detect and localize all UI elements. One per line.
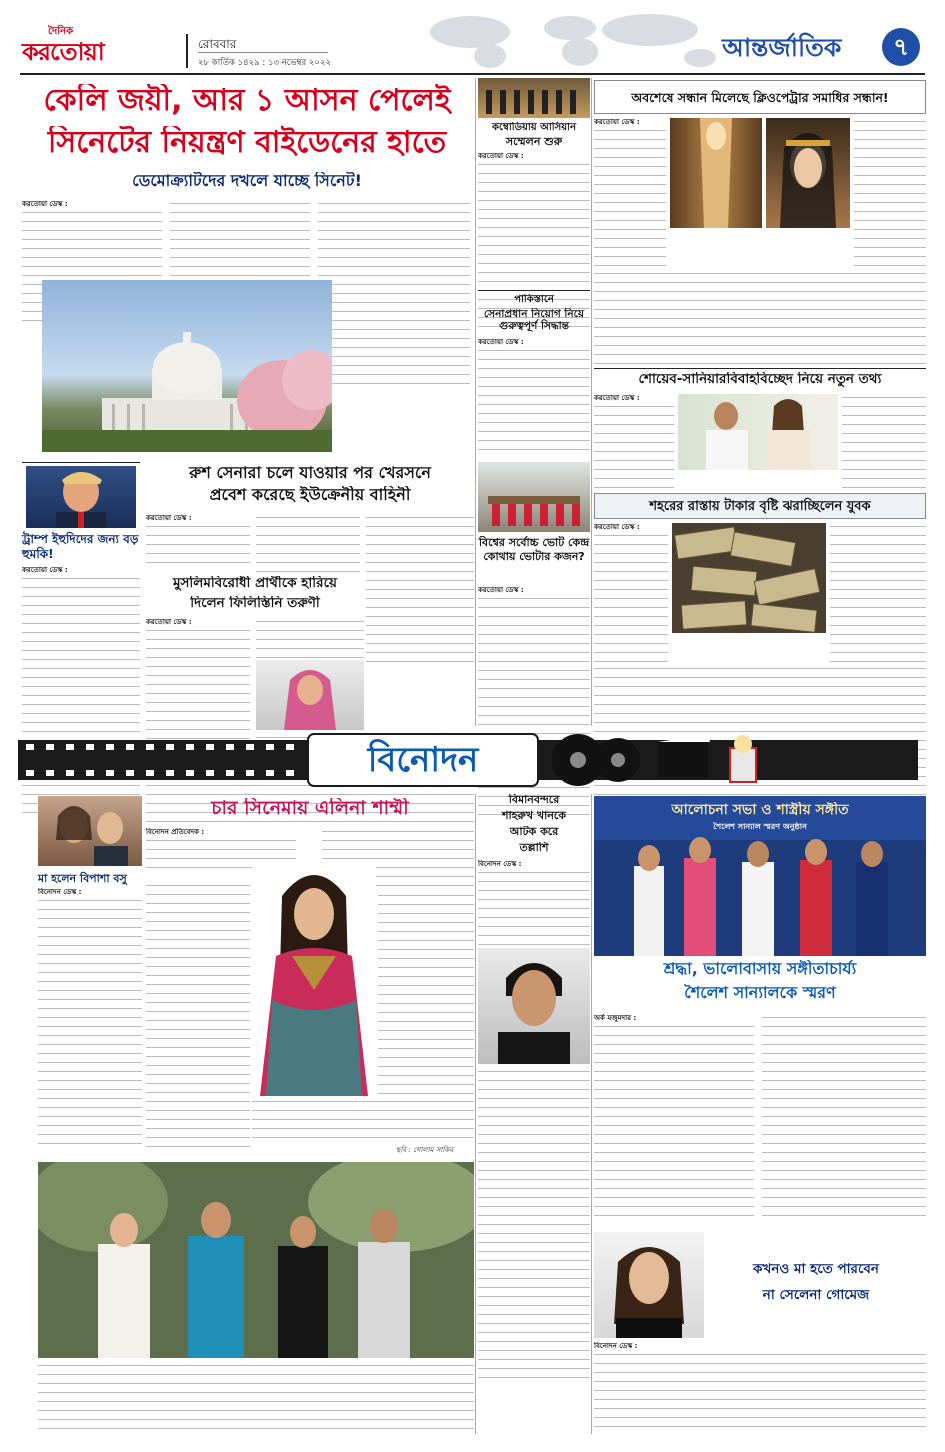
music-event-photo <box>594 796 926 956</box>
shoaib-col-3 <box>842 394 926 490</box>
tunnel-graphic <box>670 118 762 228</box>
pakistan-body <box>478 338 590 458</box>
cleopatra-col-1-text <box>594 127 666 267</box>
bipasha-photo <box>38 796 142 866</box>
trump-byline: করতোয়া ডেস্ক : <box>22 566 68 574</box>
logo-small: দৈনিক <box>48 26 74 37</box>
article-selena <box>594 1232 926 1437</box>
voting-graphic <box>478 462 590 532</box>
money-byline: করতোয়া ডেস্ক : <box>594 523 640 531</box>
shailesh-headline-1: শ্রদ্ধা, ভালোবাসায় সঙ্গীতাচার্য্য <box>663 960 857 978</box>
shahrukh-headline-2: শাহরুখ খানকে <box>501 810 567 822</box>
money-col-1-text <box>594 532 668 662</box>
senate-col-2 <box>170 200 310 280</box>
palestinian-headline-1: মুসলিমবিরোধী প্রার্থীকে হারিয়ে <box>173 576 337 591</box>
world-map-graphic <box>420 10 740 72</box>
shoaib-headline: শোয়েব-সানিয়ারবিবাহবিচ্ছেদ নিয়ে নতুন তথ্য <box>638 372 882 387</box>
elina-headline: চার সিনেমায় এলিনা শাম্মী <box>211 798 409 819</box>
article-elina <box>146 796 474 1154</box>
kherson-col-2 <box>256 514 360 572</box>
tunnel-photo <box>670 118 762 228</box>
money-graphic <box>672 523 826 633</box>
music-event-banner: আলোচনা সভা ও শাস্ত্রীয় সঙ্গীত <box>671 802 849 818</box>
capitol-graphic <box>42 280 332 452</box>
elina-col-1-lower <box>146 882 250 1152</box>
cleopatra-bottom-text <box>594 270 926 365</box>
shoaib-col-1-text <box>594 403 674 489</box>
article-bipasha <box>38 796 142 1156</box>
cleopatra-byline: করতোয়া ডেস্ক : <box>594 118 640 126</box>
article-shailesh <box>594 958 926 1228</box>
bipasha-headline: মা হলেন বিপাশা বসু <box>38 872 127 885</box>
senate-headline-2: সিনেটের নিয়ন্ত্রণ বাইডেনের হাতে <box>47 126 447 160</box>
shailesh-headline-2: শৈলেশ সান্যালকে স্মরণ <box>684 984 836 1002</box>
shailesh-col-1-text <box>594 1023 754 1223</box>
selena-photo <box>594 1232 704 1338</box>
bipasha-graphic <box>38 796 142 866</box>
film-cast-graphic <box>38 1162 474 1358</box>
palestinian-photo <box>256 660 364 730</box>
pakistan-byline: করতোয়া ডেস্ক : <box>478 338 524 346</box>
elina-photo-credit: ছবি : গোলাম সাকিব <box>396 1146 454 1154</box>
selena-headline-2: না সেলেনা গোমেজ <box>762 1288 870 1303</box>
shahrukh-headline-3: আটক করে <box>509 826 559 838</box>
masthead-date-rule <box>198 52 328 53</box>
pakistan-text <box>478 347 590 457</box>
kherson-byline: করতোয়া ডেস্ক : <box>146 514 192 522</box>
column-rule-mid-lower <box>475 794 476 1434</box>
kherson-headline-1: রুশ সেনারা চলে যাওয়ার পর খেরসনে <box>189 464 431 482</box>
article-asean <box>478 78 590 253</box>
article-kherson <box>146 462 474 572</box>
article-pakistan <box>478 290 590 460</box>
masthead-bottom-rule <box>20 73 925 75</box>
cleopatra-col-4 <box>854 118 926 268</box>
shailesh-col-2 <box>762 1014 926 1224</box>
column-rule-right-lower <box>591 794 592 1434</box>
shailesh-col-1 <box>594 1014 754 1224</box>
senate-byline: করতোয়া ডেস্ক : <box>22 200 68 208</box>
voting-headline: বিশ্বের সর্বোচ্চ ভোট কেন্দ্র কোথায় ভোটার কজন? <box>478 536 590 563</box>
article-senate <box>22 80 472 455</box>
capitol-photo <box>42 280 332 452</box>
asean-byline: করতোয়া ডেস্ক : <box>478 152 524 160</box>
money-col-3 <box>830 523 926 663</box>
elina-bottom-text <box>252 1098 474 1144</box>
shahrukh-headline-4: তল্লাশি <box>519 842 549 854</box>
shailesh-byline: অর্ক মজুমদার : <box>594 1014 637 1022</box>
selena-body <box>594 1342 926 1434</box>
music-event-graphic <box>594 796 926 956</box>
column-rule-right <box>591 78 592 726</box>
elina-graphic <box>252 860 376 1096</box>
kherson-col-1-text <box>146 523 250 571</box>
film-cast-caption-text <box>38 1362 474 1434</box>
shahrukh-byline: বিনোদন ডেস্ক : <box>478 860 522 868</box>
article-music-event <box>594 796 926 956</box>
palestinian-headline-2: দিলেন ফিলিস্তিনি তরুণী <box>190 596 320 611</box>
article-shoaib <box>594 368 926 490</box>
masthead-logo <box>22 24 182 70</box>
selena-headline-1: কখনও মা হতে পারবেন <box>753 1262 879 1277</box>
senate-headline-1: কেলি জয়ী, আর ১ আসন পেলেই <box>43 84 451 118</box>
asean-photo <box>478 78 590 118</box>
shahrukh-headline-1: বিমানবন্দরে <box>508 794 560 806</box>
voting-photo <box>478 462 590 532</box>
trump-top-rule <box>22 462 140 463</box>
bipasha-body <box>38 888 142 1152</box>
cleopatra-headline-box <box>594 80 926 114</box>
palestinian-woman-graphic <box>256 660 364 730</box>
shoaib-col-1 <box>594 394 674 490</box>
entertainment-banner <box>18 730 928 790</box>
elina-photo <box>252 860 376 1096</box>
masthead <box>0 0 945 75</box>
masthead-divider <box>186 34 188 68</box>
palestinian-col-2 <box>256 618 364 658</box>
money-headline: শহরের রাস্তায় টাকার বৃষ্টি ঝরাচ্ছিলেন যুবক <box>649 499 871 514</box>
kherson-headline-2: প্রবেশ করেছে ইউক্রেনীয় বাহিনী <box>209 486 411 504</box>
trump-headline: ট্রাম্প ইহুদিদের জন্য বড় হুমকি! <box>22 532 139 561</box>
selena-text <box>594 1351 926 1433</box>
cleopatra-col-1 <box>594 118 666 268</box>
pakistan-top-rule <box>478 290 590 291</box>
shahrukh-photo <box>478 948 590 1064</box>
elina-byline: বিনোদন প্রতিবেদক : <box>146 828 205 836</box>
trump-photo <box>26 466 136 528</box>
money-col-1 <box>594 523 668 663</box>
elina-col-2-lower <box>378 892 474 1098</box>
shahrukh-body-bottom <box>478 1068 590 1378</box>
shahrukh-graphic <box>478 948 590 1064</box>
bipasha-text <box>38 897 142 1151</box>
column-rule-mid <box>475 78 476 726</box>
article-shahrukh <box>478 792 590 1392</box>
voting-byline: করতোয়া ডেস্ক : <box>478 586 524 594</box>
page-number: ৭ <box>893 33 909 61</box>
logo-text: করতোয়া <box>22 37 104 66</box>
banner-title: বিনোদন <box>367 740 479 780</box>
trump-graphic <box>26 466 136 528</box>
asean-kicker: কম্বোডিয়ায় আসিয়ান <box>491 122 577 133</box>
shoaib-sania-photo <box>678 394 838 470</box>
money-headline-box <box>594 493 926 519</box>
senate-subhead: ডেমোক্র্যাটদের দখলে যাচ্ছে সিনেট! <box>132 172 362 190</box>
shoaib-sania-graphic <box>678 394 838 470</box>
article-cleopatra <box>594 80 926 365</box>
kherson-col-3 <box>366 514 474 664</box>
shoaib-byline: করতোয়া ডেস্ক : <box>594 394 640 402</box>
asean-leaders-graphic <box>478 78 590 118</box>
pakistan-headline: সেনাপ্রধান নিয়োগ নিয়ে গুরুত্বপূর্ণ সিদ্ধান্ত <box>483 308 585 333</box>
bipasha-byline: বিনোদন ডেস্ক : <box>38 888 82 896</box>
cleopatra-portrait <box>766 118 850 228</box>
masthead-date: ২৮ কার্তিক ১৪২৯ : ১৩ নভেম্বর ২০২২ <box>198 58 332 68</box>
money-photo <box>672 523 826 633</box>
pakistan-kicker: পাকিস্তানে <box>514 294 554 305</box>
selena-byline: বিনোদন ডেস্ক : <box>594 1342 638 1350</box>
selena-graphic <box>594 1232 704 1338</box>
cleopatra-graphic <box>766 118 850 228</box>
music-event-banner-sub: শৈলেশ সান্যাল স্মরণ অনুষ্ঠান <box>713 822 807 831</box>
kherson-col-1 <box>146 514 250 572</box>
shoaib-top-rule <box>594 368 926 369</box>
asean-headline: সম্মেলন শুরু <box>505 136 563 148</box>
masthead-day: রোববার <box>198 37 237 51</box>
film-cast-photo <box>38 1162 474 1358</box>
cleopatra-headline: অবশেষে সন্ধান মিলেছে ক্লিওপেট্রার সমাধির সন্ধান! <box>631 90 889 105</box>
senate-col-3 <box>318 200 470 385</box>
section-label: আন্তর্জাতিক <box>722 33 842 62</box>
palestinian-byline: করতোয়া ডেস্ক : <box>146 618 192 626</box>
page-number-badge <box>882 28 920 66</box>
